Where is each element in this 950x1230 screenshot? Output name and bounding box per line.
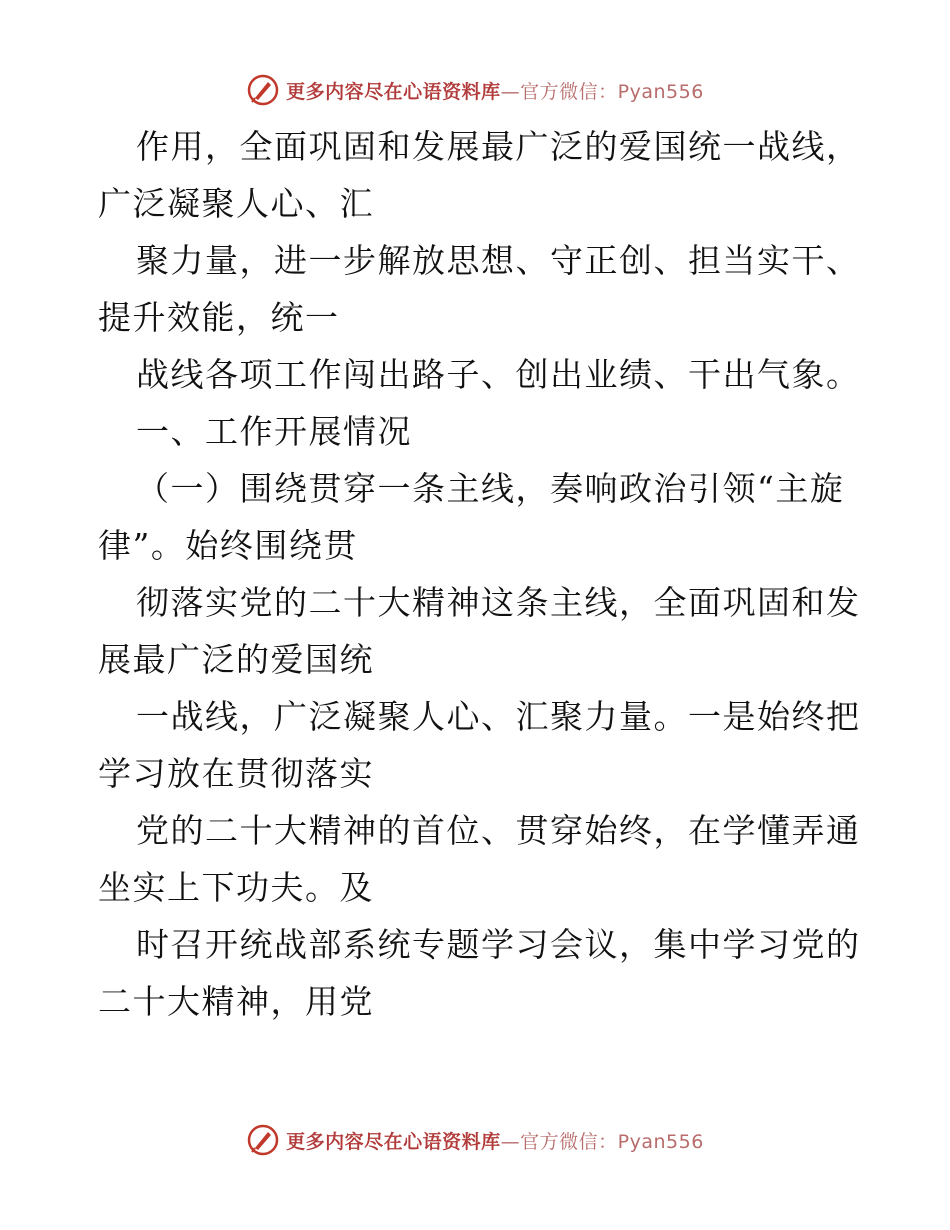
watermark-contact: —官方微信：Pyan556 bbox=[500, 1130, 704, 1153]
header-watermark bbox=[0, 70, 950, 110]
text-line: 时召开统战部系统专题学习会议，集中学习党的 bbox=[136, 925, 861, 964]
text-line: 二十大精神，用党 bbox=[98, 982, 374, 1021]
footer-watermark bbox=[0, 1120, 950, 1160]
text-line: 提升效能，统一 bbox=[98, 298, 340, 337]
watermark-contact: —官方微信：Pyan556 bbox=[500, 80, 704, 103]
text-line: 律”。始终围绕贯 bbox=[98, 526, 358, 565]
text-line: 展最广泛的爱国统 bbox=[98, 640, 374, 679]
text-line: （一）围绕贯穿一条主线，奏响政治引领“主旋 bbox=[136, 469, 845, 508]
text-line: 一、工作开展情况 bbox=[136, 412, 412, 451]
text-line: 学习放在贯彻落实 bbox=[98, 754, 374, 793]
text-line: 聚力量，进一步解放思想、守正创、担当实干、 bbox=[136, 241, 861, 280]
body-text bbox=[98, 118, 861, 1030]
text-line: 作用，全面巩固和发展最广泛的爱国统一战线， bbox=[136, 127, 861, 166]
text-line: 党的二十大精神的首位、贯穿始终，在学懂弄通 bbox=[136, 811, 861, 850]
text-line: 战线各项工作闯出路子、创出业绩、干出气象。 bbox=[136, 355, 861, 394]
quill-logo-icon bbox=[246, 73, 280, 107]
text-line: 一战线，广泛凝聚人心、汇聚力量。一是始终把 bbox=[136, 697, 861, 736]
watermark-brand: 更多内容尽在心语资料库 bbox=[286, 1130, 501, 1153]
watermark-brand: 更多内容尽在心语资料库 bbox=[286, 80, 501, 103]
text-line: 广泛凝聚人心、汇 bbox=[98, 184, 374, 223]
text-line: 坐实上下功夫。及 bbox=[98, 868, 374, 907]
text-line: 彻落实党的二十大精神这条主线，全面巩固和发 bbox=[136, 583, 861, 622]
quill-logo-icon bbox=[246, 1123, 280, 1157]
